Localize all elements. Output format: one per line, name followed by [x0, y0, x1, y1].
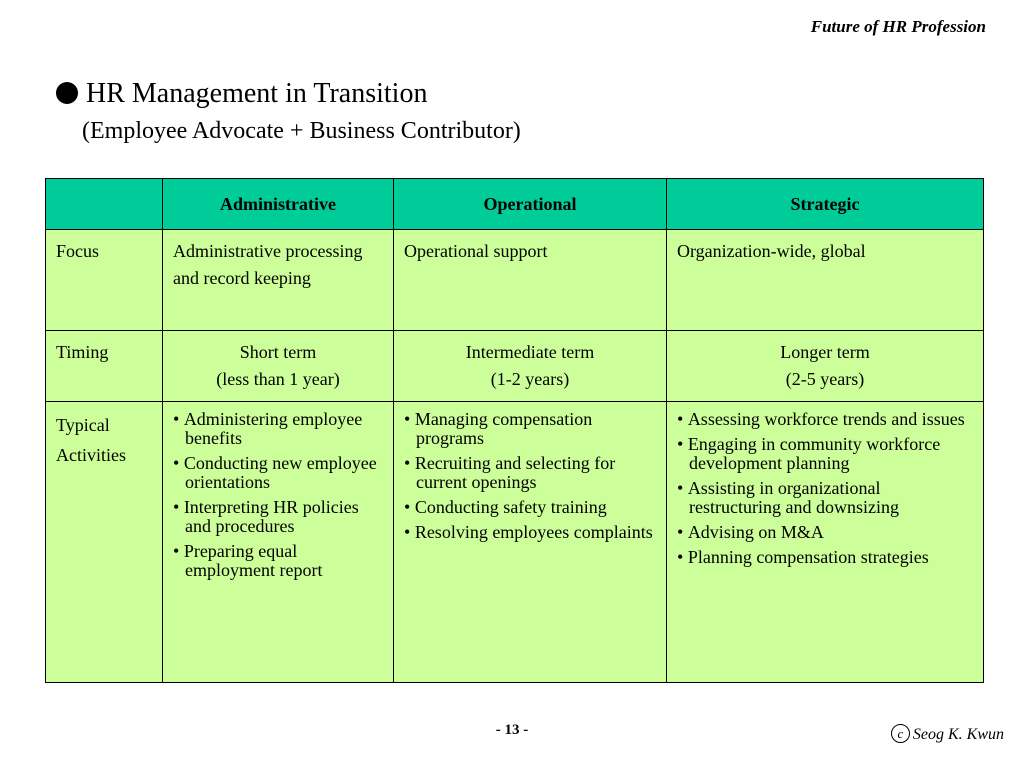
header-cell-empty [46, 179, 163, 230]
row-label-line: Activities [56, 445, 126, 465]
table-row-timing [46, 331, 984, 402]
bullet-icon [56, 82, 78, 104]
page-number: - 13 - [495, 722, 529, 738]
footer-credit [891, 724, 1004, 744]
focus-operational: Operational support [394, 230, 667, 331]
activities-administrative [163, 402, 394, 683]
list-item: • Managing compensation programs [404, 410, 656, 448]
row-label-timing: Timing [46, 331, 163, 402]
list-item: • Assisting in organizational restructuring and downsizing [677, 479, 973, 517]
timing-duration: (2-5 years) [785, 369, 865, 389]
focus-administrative: Administrative processing and record keeping [163, 230, 394, 331]
row-label-line: Typical [56, 415, 110, 435]
timing-administrative [163, 331, 394, 402]
list-item: • Conducting safety training [404, 498, 656, 517]
activities-strategic [667, 402, 984, 683]
list-item: • Assessing workforce trends and issues [677, 410, 973, 429]
list-item: • Administering employee benefits [173, 410, 383, 448]
timing-term: Short term [239, 342, 317, 362]
list-item: • Recruiting and selecting for current openings [404, 454, 656, 492]
hr-roles-table [45, 178, 984, 683]
list-item: • Preparing equal employment report [173, 542, 383, 580]
timing-strategic [667, 331, 984, 402]
header-cell-operational: Operational [394, 179, 667, 230]
page-title [56, 78, 427, 110]
page-subtitle: (Employee Advocate + Business Contributor) [82, 118, 521, 144]
focus-strategic: Organization-wide, global [667, 230, 984, 331]
row-label-activities [46, 402, 163, 683]
list-item: • Interpreting HR policies and procedures [173, 498, 383, 536]
table-header-row [46, 179, 984, 230]
header-cell-administrative: Administrative [163, 179, 394, 230]
list-item: • Conducting new employee orientations [173, 454, 383, 492]
page-title-text: HR Management in Transition [86, 78, 428, 109]
timing-operational [394, 331, 667, 402]
list-item: • Resolving employees complaints [404, 523, 656, 542]
activities-operational [394, 402, 667, 683]
list-item: • Planning compensation strategies [677, 548, 973, 567]
list-item: • Engaging in community workforce development planning [677, 435, 973, 473]
header-cell-strategic: Strategic [667, 179, 984, 230]
copyright-icon: c [891, 724, 910, 743]
row-label-focus: Focus [46, 230, 163, 331]
author-name: Seog K. Kwun [912, 726, 1004, 743]
activity-list [173, 410, 383, 580]
activity-list [404, 410, 656, 542]
table-row-activities [46, 402, 984, 683]
header-title: Future of HR Profession [810, 17, 986, 36]
timing-term: Longer term [780, 342, 870, 362]
timing-duration: (1-2 years) [490, 369, 570, 389]
timing-term: Intermediate term [465, 342, 595, 362]
activity-list [677, 410, 973, 567]
list-item: • Advising on M&A [677, 523, 973, 542]
table-row-focus [46, 230, 984, 331]
timing-duration: (less than 1 year) [216, 369, 340, 389]
